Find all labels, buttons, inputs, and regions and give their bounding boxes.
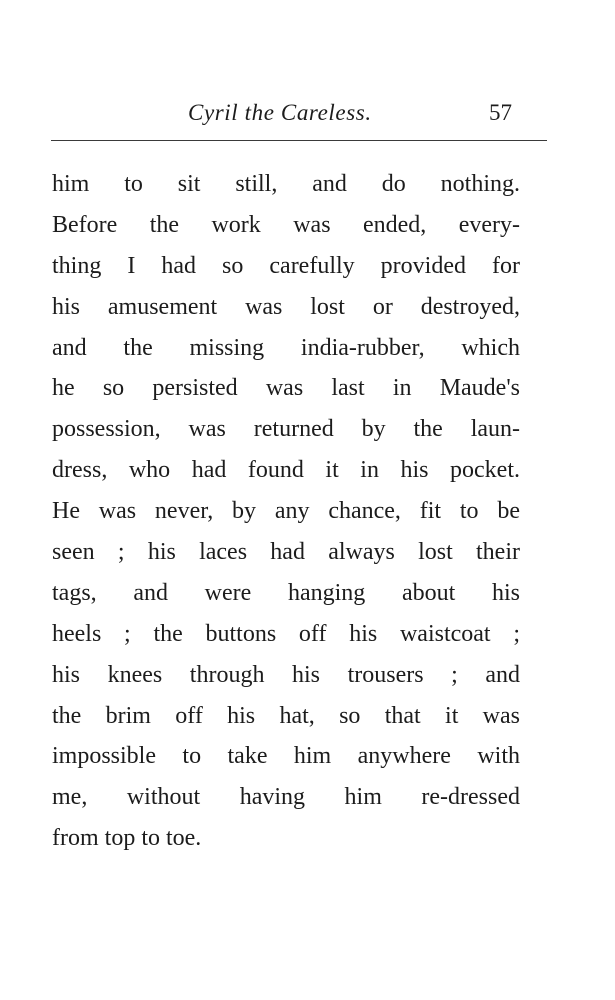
text-line: his knees through his trousers ; and: [52, 661, 520, 688]
text-line: him to sit still, and do nothing.: [52, 171, 520, 197]
text-line: he so persisted was last in Maude's: [52, 375, 520, 402]
text-line: dress, who had found it in his pocket.: [52, 457, 520, 484]
text-line: me, without having him re-dressed: [52, 784, 520, 811]
running-title: Cyril the Careless.: [188, 100, 372, 125]
text-line: tags, and were hanging about his: [52, 579, 520, 606]
text-line-last: from top to toe.: [52, 825, 202, 852]
header-rule: [51, 140, 547, 141]
text-line: thing I had so carefully provided for: [52, 252, 520, 279]
running-head: [0, 98, 615, 138]
body-text: [52, 164, 520, 859]
text-line: his amusement was lost or destroyed,: [52, 293, 520, 320]
text-line: He was never, by any chance, fit to be: [52, 498, 520, 525]
text-line: and the missing india-rubber, which: [52, 334, 520, 361]
text-line: seen ; his laces had always lost their: [52, 539, 520, 566]
text-line: impossible to take him anywhere with: [52, 743, 520, 770]
text-line: heels ; the buttons off his waistcoat ;: [52, 620, 520, 647]
text-line: possession, was returned by the laun-: [52, 416, 520, 443]
text-line: the brim off his hat, so that it was: [52, 702, 520, 729]
page-number: 57: [489, 100, 512, 125]
text-line: Before the work was ended, every-: [52, 211, 520, 238]
